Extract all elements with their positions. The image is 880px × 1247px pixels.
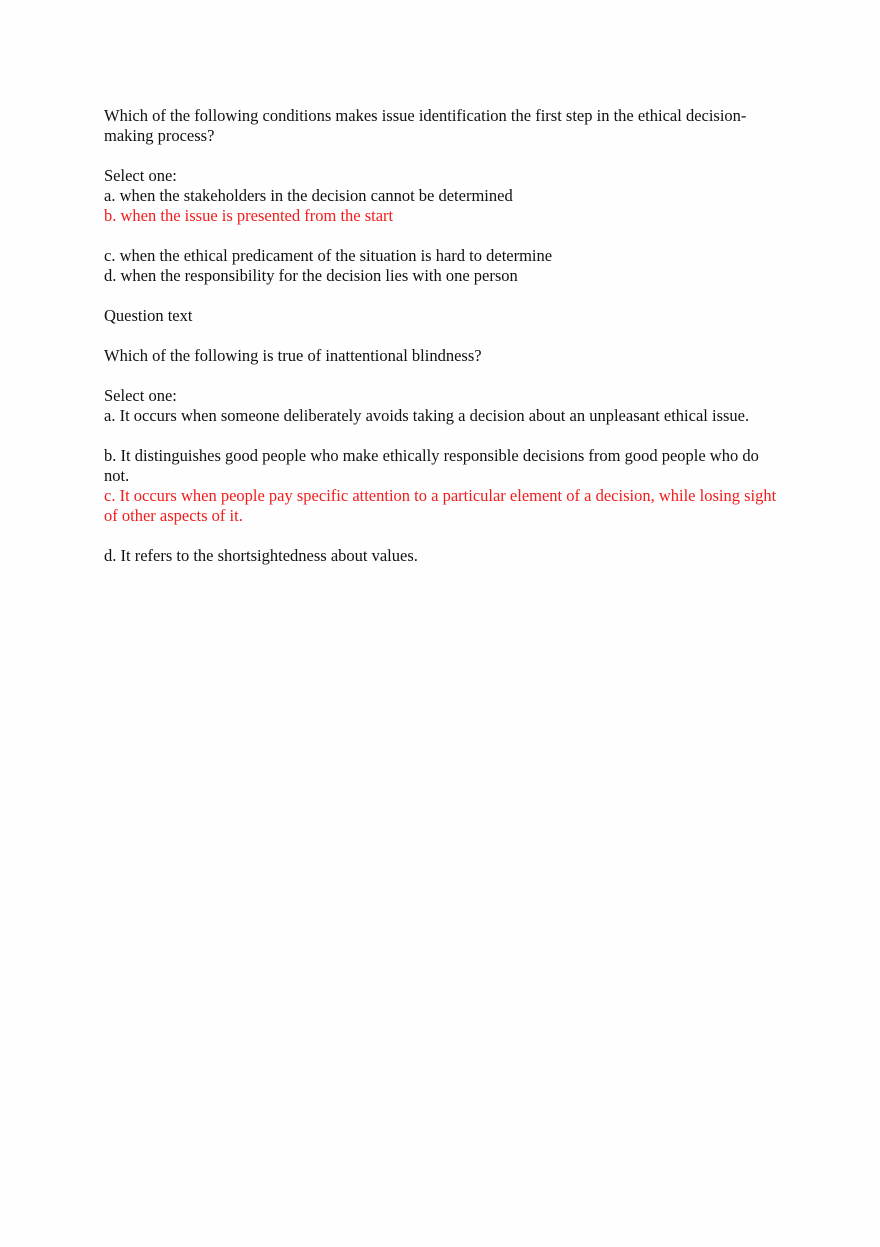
spacer xyxy=(104,146,780,166)
spacer xyxy=(104,226,780,246)
spacer xyxy=(104,326,780,346)
question-2-text: Which of the following is true of inattentional blindness? xyxy=(104,346,482,365)
question-2-option-a: a. It occurs when someone deliberately avoids taking a decision about an unpleasant ethical issue. xyxy=(104,406,750,425)
question-1-text: Which of the following conditions makes issue identification the first step in the ethical decision-making process? xyxy=(104,106,747,145)
question-text-label: Question text xyxy=(104,306,193,325)
question-2-option-d: d. It refers to the shortsightedness about values. xyxy=(104,546,418,565)
spacer xyxy=(104,426,780,446)
question-1-option-d: d. when the responsibility for the decision lies with one person xyxy=(104,266,518,285)
question-1-select-label: Select one: xyxy=(104,166,177,185)
question-1-option-b-correct: b. when the issue is presented from the start xyxy=(104,206,394,225)
question-2-option-c-correct: c. It occurs when people pay specific attention to a particular element of a decision, while losing sight of other aspects of it. xyxy=(104,486,777,525)
spacer xyxy=(104,526,780,546)
document-content xyxy=(104,106,780,566)
question-1-option-c: c. when the ethical predicament of the situation is hard to determine xyxy=(104,246,553,265)
question-2-select-label: Select one: xyxy=(104,386,177,405)
spacer xyxy=(104,286,780,306)
question-2-option-b: b. It distinguishes good people who make ethically responsible decisions from good people who do not. xyxy=(104,446,759,485)
spacer xyxy=(104,366,780,386)
question-1-option-a: a. when the stakeholders in the decision cannot be determined xyxy=(104,186,513,205)
